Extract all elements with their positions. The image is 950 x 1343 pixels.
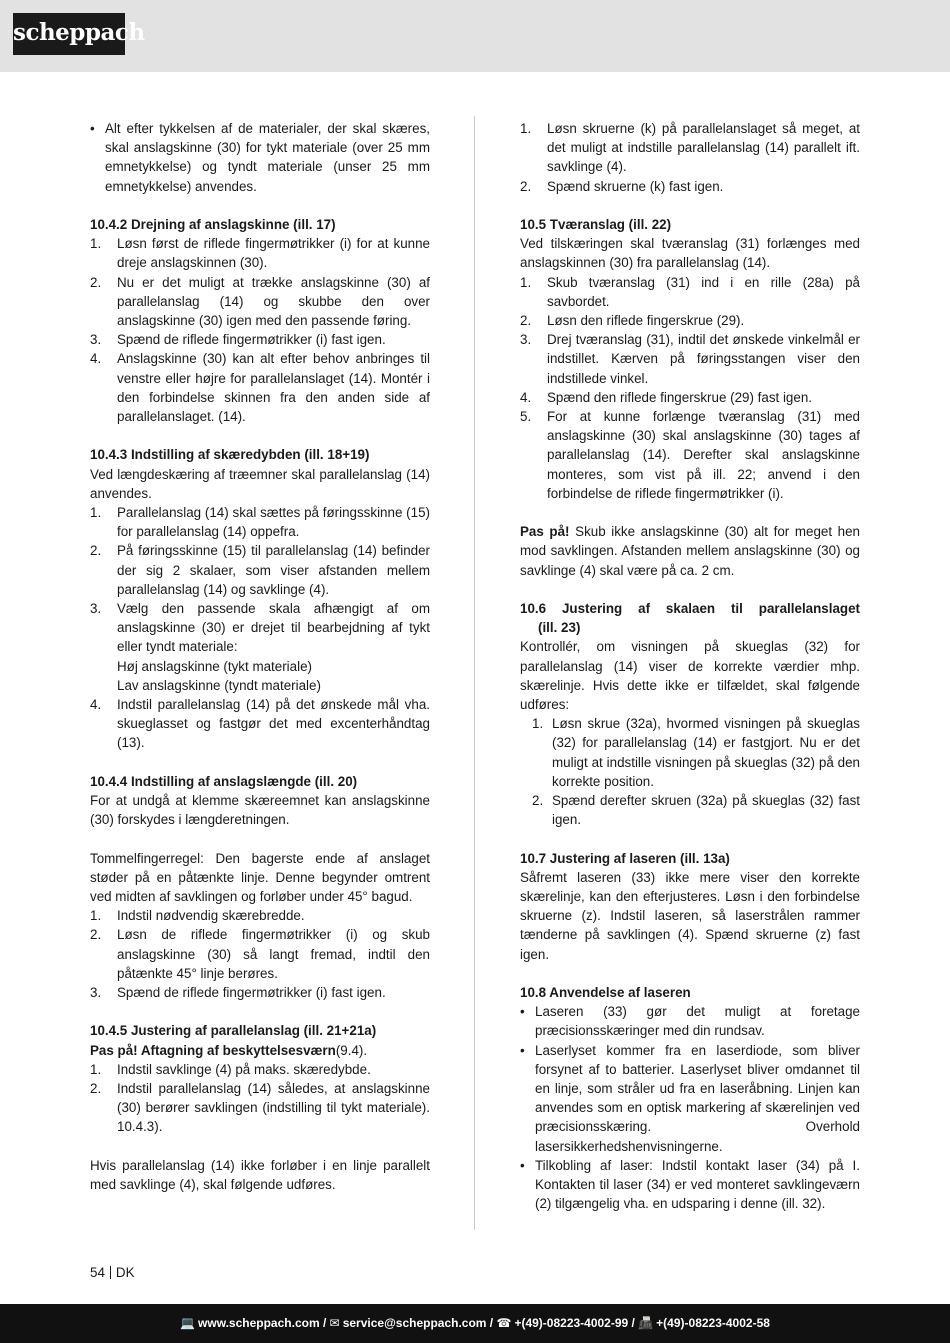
footer-phone: +(49)-08223-4002-99 / — [514, 1316, 635, 1330]
list-text: Indstil savklinge (4) på maks. skæredybde. — [117, 1061, 371, 1077]
spacer — [520, 196, 860, 215]
list-text: Laseren (33) gør det muligt at foretage præcisionsskæringer med din rundsav. — [535, 1004, 860, 1039]
list-number: 4. — [90, 351, 102, 367]
list-text: Nu er det muligt at trække anslagskinne (30) af parallelanslag (14) og skubbe den over anslagskinne (30) igen med den passende føring. — [117, 274, 430, 329]
list-item — [520, 311, 860, 330]
bullet-marker: • — [520, 1157, 525, 1173]
paragraph: Ved længdeskæring af træemner skal parallelanslag (14) anvendes. — [90, 466, 430, 501]
phone-icon: ☎ — [496, 1316, 512, 1330]
list-text: Spænd de riflede fingermøtrikker (i) fast igen. — [117, 985, 386, 1001]
warning-text: Skub ikke anslagskinne (30) alt for meget hen mod savklingen. Afstanden mellem anslagskinne (30) og savklinge (4) skal være på ca. 2 cm. — [520, 524, 861, 578]
bullet-item — [520, 1041, 860, 1156]
list-text: Løsn skruerne (k) på parallelanslaget så meget, at det muligt at indstille parallelanslag (14) parallelt ift. savklinge (4). — [547, 121, 860, 175]
list-item — [520, 388, 860, 407]
paragraph: Tommelfingerregel: Den bagerste ende af anslaget støder på en påtænkte linje. Denne begynder omtrent ved midten af savklingen og forløber under 45° bagud. — [90, 850, 430, 905]
section-heading: 10.4.5 Justering af parallelanslag (ill. 21+21a) — [90, 1023, 377, 1039]
list-number: 2. — [90, 543, 102, 559]
spacer — [520, 580, 860, 599]
list-number: 2. — [520, 178, 532, 194]
section-heading: 10.6 Justering af skalaen til parallelanslaget — [520, 601, 860, 617]
list-number: 4. — [90, 697, 102, 713]
bullet-item — [520, 1156, 860, 1214]
section-heading-continued: (ill. 23) — [538, 620, 581, 636]
list-number: 5. — [520, 409, 532, 425]
list-text: På føringsskinne (15) til parallelanslag (14) befinder der sig 2 skalaer, som viser afstanden mellem parallelanslag (14) og savklinge (4). — [117, 543, 430, 597]
list-number: 1. — [520, 274, 532, 290]
list-text: Laserlyset kommer fra en laserdiode, som bliver forsynet af to batterier. Laserlyset bliver omdannet til en linje, som stråler ud fra en laseråbning. Linjen kan anvendes som en optisk markering af skærelinjen ved præcisionsskæring. Overhold lasersikkerhedshenvisningerne. — [535, 1042, 860, 1154]
footer-website[interactable]: www.scheppach.com / — [198, 1316, 327, 1330]
list-number: 1. — [532, 716, 544, 732]
page-language: DK — [115, 1265, 135, 1280]
list-item — [520, 330, 860, 388]
bullet-marker: • — [90, 121, 95, 136]
list-number: 2. — [532, 793, 544, 809]
list-text: Tilkobling af laser: Indstil kontakt laser (34) på I. Kontakten til laser (34) er ved monteret savklingeværn (2) tilgængelig vha. en udsparing i denne (ill. 32). — [535, 1157, 860, 1212]
bullet-item — [520, 1002, 860, 1040]
list-item — [520, 273, 860, 311]
section-heading: 10.4.3 Indstilling af skæredybden (ill. 18+19) — [90, 447, 370, 463]
warning-heading-bold: Pas på! Aftagning af beskyttelsesværn — [90, 1042, 336, 1058]
computer-icon: 💻 — [180, 1316, 196, 1330]
spacer — [520, 829, 860, 848]
right-column — [520, 119, 860, 1214]
warning-heading-ref: (9.4). — [335, 1042, 368, 1058]
list-item — [90, 503, 430, 541]
list-item — [90, 273, 430, 331]
list-number: 2. — [90, 274, 102, 290]
spacer — [520, 503, 860, 522]
list-text: For at kunne forlænge tværanslag (31) med anslagskinne (30) skal anslagskinne (30) tages af parallelanslag (14). Derefter skal anslagskinne monteres, som vist på ill. 22; anvend i den forbindelse de riflede fingermøtrikker (i). — [547, 409, 860, 501]
footer-fax: +(49)-08223-4002-58 — [656, 1316, 770, 1330]
section-heading: 10.5 Tværanslag (ill. 22) — [520, 217, 672, 232]
list-number: 3. — [90, 601, 102, 617]
spacer — [90, 753, 430, 772]
list-number: 1. — [90, 1061, 102, 1077]
list-item — [90, 234, 430, 272]
spacer — [90, 1002, 430, 1021]
list-number: 3. — [90, 332, 102, 348]
page-number — [90, 1265, 135, 1280]
spacer — [90, 196, 430, 215]
fax-icon: 📠 — [638, 1316, 654, 1330]
list-text: Løsn den riflede fingerskrue (29). — [547, 313, 745, 329]
list-number: 2. — [90, 927, 102, 943]
list-item — [520, 177, 860, 196]
list-number: 3. — [520, 332, 532, 348]
paragraph: For at undgå at klemme skæreemnet kan anslagskinne (30) forskydes i længderetningen. — [90, 793, 430, 828]
list-text: Alt efter tykkelsen af de materialer, der skal skæres, skal anslagskinne (30) for tykt materiale (over 25 mm emnetykkelse) og tyndt materiale (unser 25 mm emnetykkelse) anvendes. — [105, 121, 430, 194]
list-item — [520, 791, 860, 829]
list-item — [90, 1079, 430, 1137]
list-number: 1. — [90, 908, 102, 924]
list-item — [520, 407, 860, 503]
list-text: Indstil nødvendig skærebredde. — [117, 908, 305, 924]
list-number: 1. — [520, 121, 532, 136]
list-text: Løsn skrue (32a), hvormed visningen på skueglas (32) for parallelanslag (14) er fastgjort. Nu er det muligt at indstille visningen på skueglas (32) på den korrekte position. — [552, 716, 860, 789]
list-number: 1. — [90, 505, 102, 521]
paragraph: Ved tilskæringen skal tværanslag (31) forlænges med anslagskinnen (30) fra parallelanslag (14). — [520, 236, 860, 271]
spacer — [90, 1137, 430, 1156]
page-header — [0, 0, 950, 72]
list-item — [90, 906, 430, 925]
paragraph: Hvis parallelanslag (14) ikke forløber i en linje parallelt med savklinge (4), skal følgende udføres. — [90, 1157, 430, 1193]
list-subline: Høj anslagskinne (tykt materiale) — [117, 658, 312, 674]
list-text: Vælg den passende skala afhængigt af om anslagskinne (30) er drejet til bearbejdning af tykt eller tyndt materiale: — [117, 601, 430, 655]
list-text: Parallelanslag (14) skal sættes på føringsskinne (15) for parallelanslag (14) oppefra. — [117, 505, 430, 540]
list-text: Spænd derefter skruen (32a) på skueglas (32) fast igen. — [552, 793, 860, 828]
list-text: Løsn de riflede fingermøtrikker (i) og skub anslagskinne (30) så langt fremad, indtil den påtænkte 45° linje berøres. — [117, 927, 430, 981]
section-heading: 10.7 Justering af laseren (ill. 13a) — [520, 850, 730, 866]
section-heading: 10.4.2 Drejning af anslagskinne (ill. 17) — [90, 217, 336, 232]
list-text: Spænd den riflede fingerskrue (29) fast igen. — [547, 389, 812, 405]
section-heading: 10.4.4 Indstilling af anslagslængde (ill. 20) — [90, 773, 358, 789]
list-item — [90, 349, 430, 426]
mail-icon: ✉ — [329, 1316, 340, 1330]
list-number: 1. — [90, 236, 102, 252]
list-item — [520, 119, 860, 177]
list-item — [90, 925, 430, 983]
list-subline: Lav anslagskinne (tyndt materiale) — [117, 677, 321, 693]
list-item — [520, 714, 860, 791]
page-footer — [0, 1304, 950, 1343]
bullet-marker: • — [520, 1004, 525, 1020]
list-item — [90, 330, 430, 349]
page-number-value: 54 — [90, 1265, 105, 1280]
list-text: Drej tværanslag (31), indtil det ønskede vinkelmål er indstillet. Kærven på føringsstangen viser den indstillede vinkel. — [547, 332, 860, 386]
list-text: Skub tværanslag (31) ind i en rille (28a) på savbordet. — [547, 274, 860, 309]
list-number: 3. — [90, 985, 102, 1001]
spacer — [90, 426, 430, 445]
left-column — [90, 119, 430, 1194]
warning-label: Pas på! — [520, 524, 570, 540]
list-text: Løsn først de riflede fingermøtrikker (i) for at kunne dreje anslagskinnen (30). — [117, 236, 430, 271]
list-number: 2. — [520, 313, 532, 329]
list-text: Spænd skruerne (k) fast igen. — [547, 178, 724, 194]
section-heading: 10.8 Anvendelse af laseren — [520, 985, 691, 1001]
list-text: Anslagskinne (30) kan alt efter behov anbringes til venstre eller højre for parallelanslaget (14). Montér i den forbindelse skinnen fra den anden side af parallelanslaget. (14). — [117, 351, 430, 425]
list-number: 2. — [90, 1081, 102, 1097]
list-item — [90, 599, 430, 657]
footer-email[interactable]: service@scheppach.com / — [342, 1316, 494, 1330]
list-text: Spænd de riflede fingermøtrikker (i) fast igen. — [117, 332, 386, 348]
list-item — [90, 1060, 430, 1079]
bullet-marker: • — [520, 1042, 525, 1058]
column-divider — [474, 116, 475, 1230]
spacer — [520, 964, 860, 983]
list-text: Indstil parallelanslag (14) således, at anslagskinne (30) berører savklingen (indstilling til tykt materiale). 10.4.3). — [117, 1081, 430, 1135]
list-text: Indstil parallelanslag (14) på det ønskede mål vha. skueglasset og fastgør det med excenterhåndtag (13). — [117, 697, 430, 751]
page-separator — [110, 1266, 111, 1279]
bullet-item — [90, 119, 430, 196]
warning-paragraph — [520, 522, 860, 580]
brand-logo: scheppach — [13, 13, 125, 55]
paragraph: Såfremt laseren (33) ikke mere viser den korrekte skærelinje, kan den efterjusteres. Løsn i den forbindelse skruerne (z). Indstil laseren, så laserstrålen rammer tænderne på savklingen (4). Spænd skruerne (z) fast igen. — [520, 869, 860, 962]
list-item — [90, 695, 430, 753]
list-item — [90, 983, 430, 1002]
list-number: 4. — [520, 389, 532, 405]
spacer — [90, 829, 430, 848]
paragraph: Kontrollér, om visningen på skueglas (32) for parallelanslag (14) viser de korrekte værdier mhp. skærelinje. Hvis dette ikke er tilfældet, skal følgende udføres: — [520, 639, 860, 713]
list-item — [90, 541, 430, 599]
warning-heading — [90, 1041, 430, 1060]
